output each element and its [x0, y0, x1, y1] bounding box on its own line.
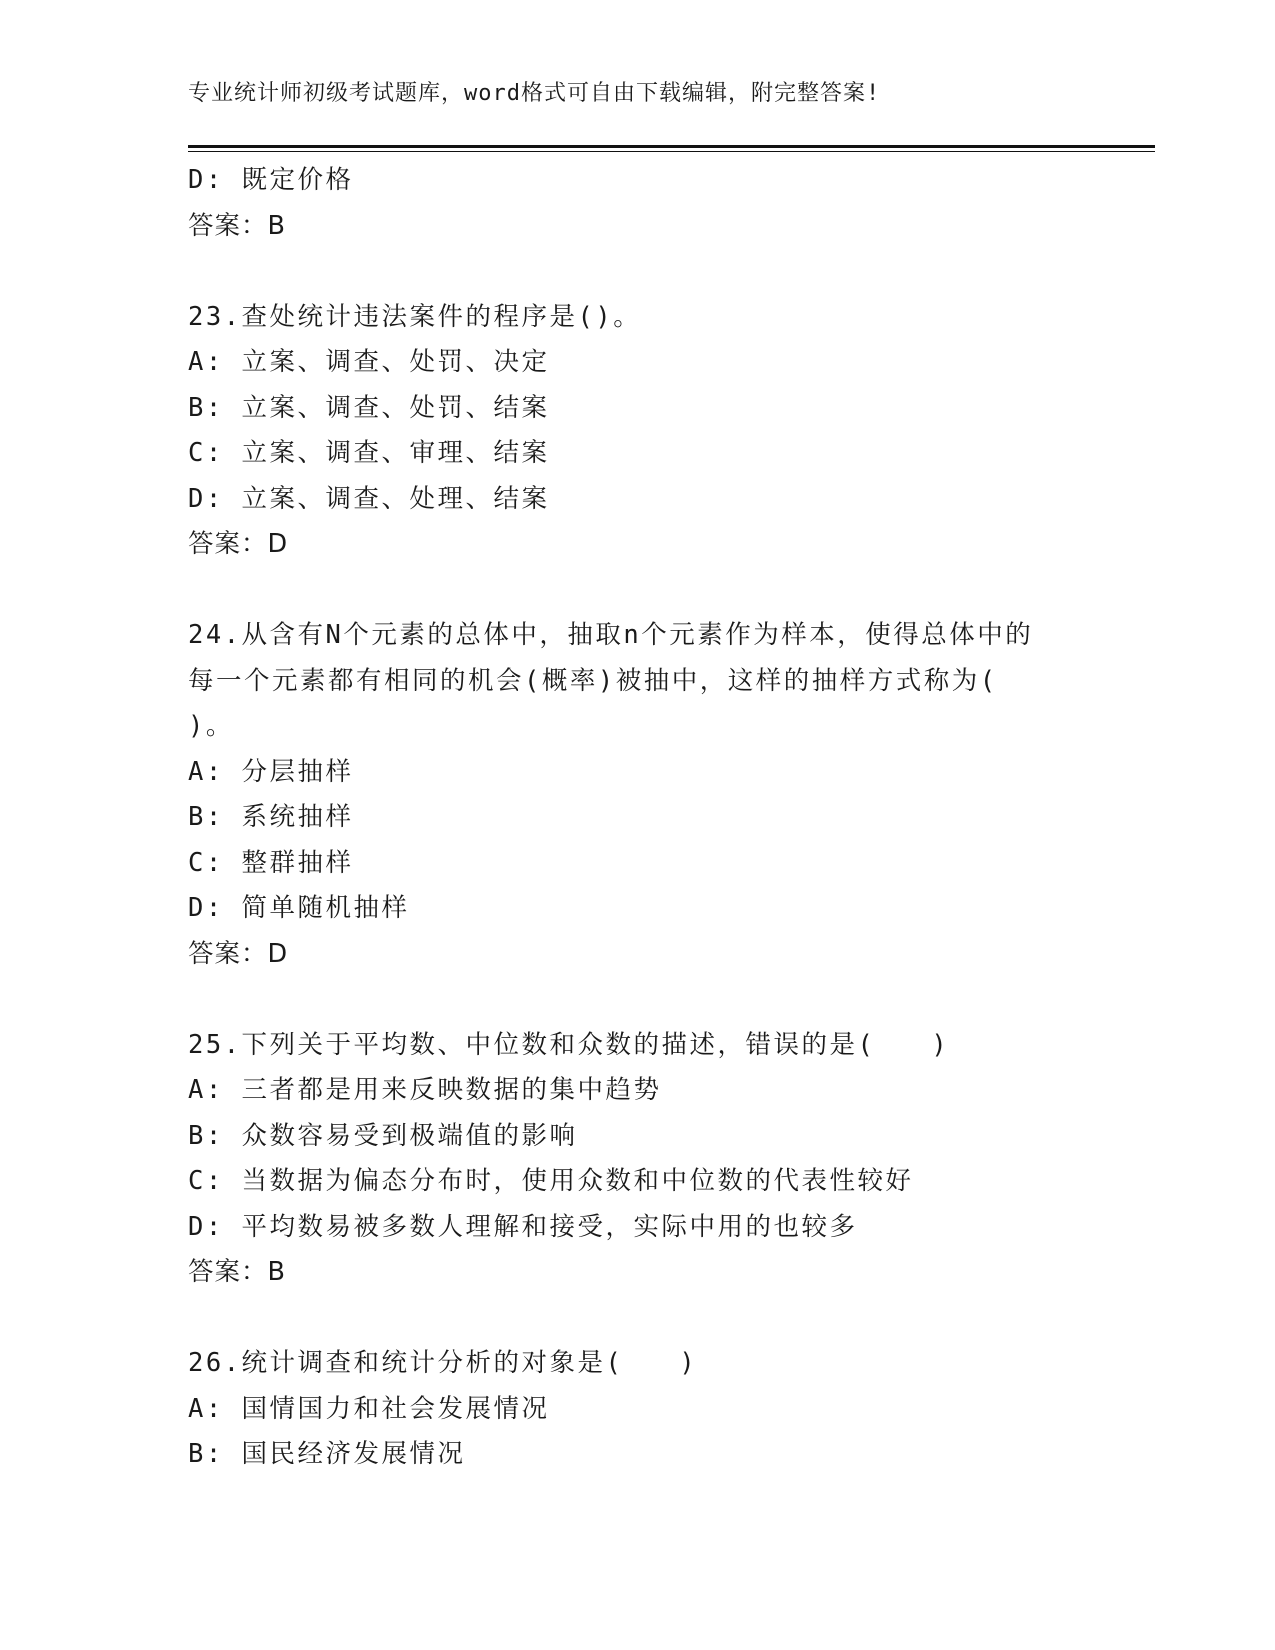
option-d: D: 平均数易被多数人理解和接受，实际中用的也较多	[188, 1211, 858, 1242]
header-rule-thick	[188, 145, 1155, 148]
option-b: B: 国民经济发展情况	[188, 1439, 466, 1469]
answer-line: 答案：B	[188, 210, 286, 241]
question-content	[188, 158, 1108, 1478]
question-23	[188, 295, 1108, 568]
spacer	[188, 977, 1108, 1023]
question-stem: 26.统计调查和统计分析的对象是( )	[188, 1348, 698, 1378]
question-stem-continued: 每一个元素都有相同的机会(概率)被抽中，这样的抽样方式称为(	[188, 665, 998, 696]
spacer	[188, 568, 1108, 614]
option-a: A: 立案、调查、处罚、决定	[188, 347, 550, 377]
option-b: B: 立案、调查、处罚、结案	[188, 392, 550, 423]
question-24	[188, 613, 1108, 977]
question-stem-continued: )。	[188, 711, 234, 741]
question-26	[188, 1341, 1108, 1478]
answer-line: 答案：D	[188, 938, 289, 969]
option-b: B: 系统抽样	[188, 802, 354, 832]
option-b: B: 众数容易受到极端值的影响	[188, 1120, 578, 1151]
spacer	[188, 249, 1108, 295]
header-note: 专业统计师初级考试题库，word格式可自由下载编辑，附完整答案!	[188, 81, 881, 106]
question-stem: 24.从含有N个元素的总体中，抽取n个元素作为样本，使得总体中的	[188, 620, 1034, 650]
option-d: D: 立案、调查、处理、结案	[188, 483, 550, 514]
option-a: A: 分层抽样	[188, 756, 354, 787]
question-25	[188, 1023, 1108, 1296]
header-rule-thin	[188, 151, 1155, 152]
answer-line: 答案：B	[188, 1257, 286, 1287]
option-d: D: 简单随机抽样	[188, 893, 410, 923]
question-stem: 23.查处统计违法案件的程序是()。	[188, 301, 642, 332]
option-d: D: 既定价格	[188, 165, 354, 195]
spacer	[188, 1296, 1108, 1342]
option-c: C: 当数据为偏态分布时，使用众数和中位数的代表性较好	[188, 1166, 914, 1196]
option-a: A: 三者都是用来反映数据的集中趋势	[188, 1075, 662, 1105]
question-stem: 25.下列关于平均数、中位数和众数的描述，错误的是( )	[188, 1029, 950, 1060]
option-c: C: 整群抽样	[188, 847, 354, 878]
answer-line: 答案：D	[188, 529, 289, 559]
option-a: A: 国情国力和社会发展情况	[188, 1393, 550, 1424]
option-c: C: 立案、调查、审理、结案	[188, 438, 550, 468]
